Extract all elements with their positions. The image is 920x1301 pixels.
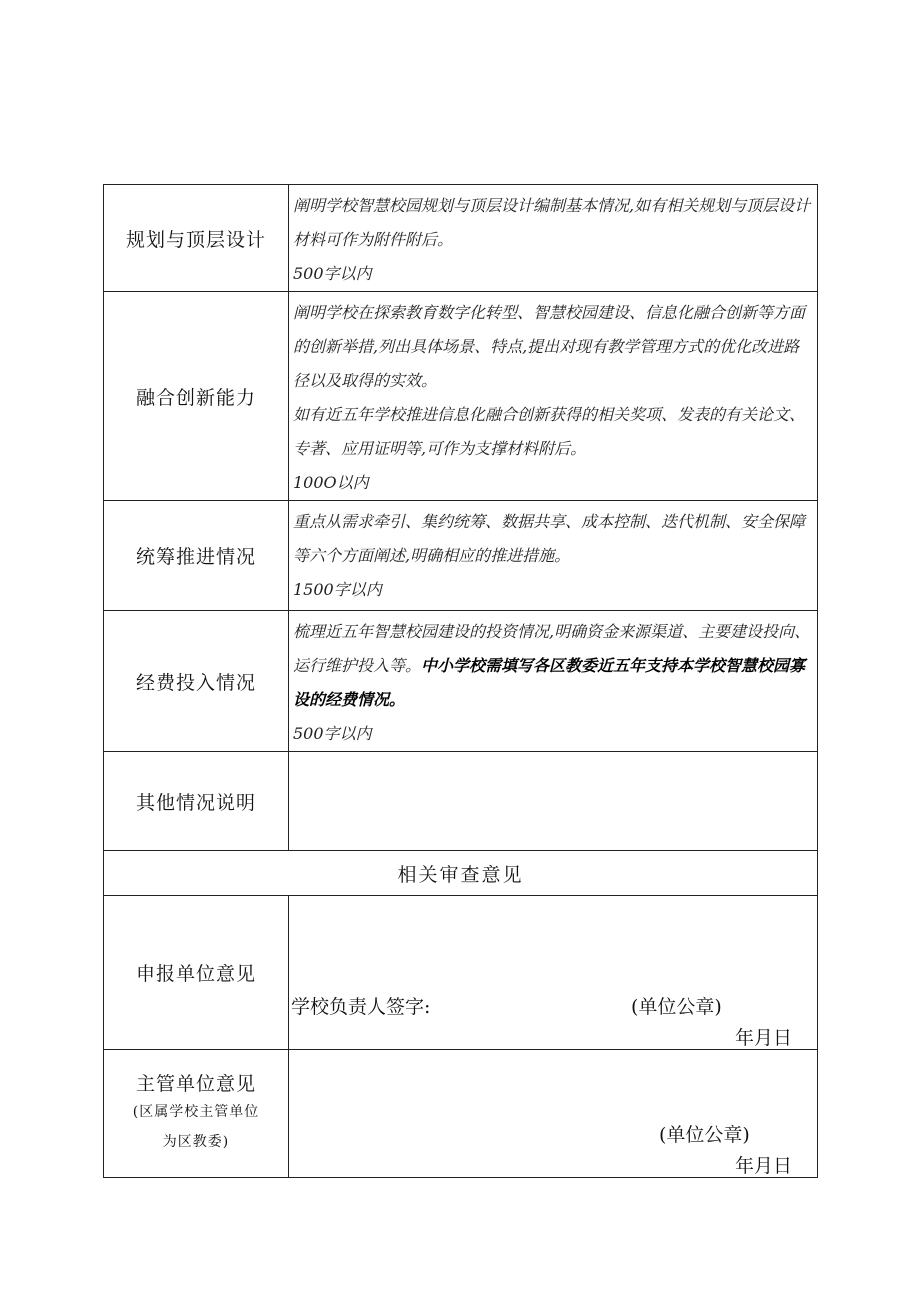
desc-text: 梳理近五年智慧校园建设的投资情况,明确资金来源渠道、主要建设投向、运行维护投入等。 <box>293 622 811 675</box>
row-label-funding: 经费投入情况 <box>104 611 289 752</box>
row-label-other: 其他情况说明 <box>104 752 289 851</box>
desc-paragraph <box>293 615 815 717</box>
desc-text: 阐明学校智慧校园规划与顶层设计编制基本情况,如有相关规划与顶层设计材料可作为附件附后。 <box>293 196 811 249</box>
word-limit: 500字以内 <box>293 264 372 283</box>
desc-text: 重点从需求牵引、集约统筹、数据共享、成本控制、迭代机制、安全保障等六个方面阐述,明确相应的推进措施。 <box>293 512 806 565</box>
supervisor-sublabel-1: (区属学校主管单位 <box>132 1103 260 1120</box>
row-label-supervisor-cell <box>104 1050 289 1178</box>
row-label-applicant: 申报单位意见 <box>104 896 289 1050</box>
desc-bold-note: 中小学校需填写各区教委近五年支持本学校智慧校园寡设的经费情况。 <box>293 656 806 709</box>
row-label-coordination: 统筹推进情况 <box>104 501 289 611</box>
row-label-planning: 规划与顶层设计 <box>104 185 289 292</box>
row-other <box>104 752 818 851</box>
row-funding <box>104 611 818 752</box>
row-label-innovation: 融合创新能力 <box>104 292 289 501</box>
supervisor-sublabel-2: 为区教委) <box>162 1133 230 1150</box>
row-innovation <box>104 292 818 501</box>
desc-funding[interactable] <box>289 611 818 752</box>
supervisor-opinion-cell[interactable] <box>289 1050 818 1178</box>
word-limit: 1500字以内 <box>293 580 382 599</box>
row-applicant-opinion <box>104 896 818 1050</box>
review-section-header: 相关审查意见 <box>104 851 818 896</box>
signature-label: 学校负责人签字: <box>291 996 431 1018</box>
applicant-opinion-cell[interactable] <box>289 896 818 1050</box>
seal-label: (单位公章) <box>631 996 722 1018</box>
desc-text: 阐明学校在探索教育数字化转型、智慧校园建设、信息化融合创新等方面的创新举措,列出具体场景、特点,提出对现有教学管理方式的优化改进路径以及取得的实效。 <box>293 303 806 390</box>
desc-coordination[interactable] <box>289 501 818 611</box>
desc-innovation[interactable] <box>289 292 818 501</box>
row-label-supervisor: 主管单位意见 <box>135 1072 256 1095</box>
word-limit: 100O以内 <box>293 473 369 492</box>
application-form-table <box>103 184 818 1178</box>
seal-label: (单位公章) <box>659 1124 750 1146</box>
desc-planning[interactable] <box>289 185 818 292</box>
date-label: 年月日 <box>735 1155 793 1177</box>
row-review-header <box>104 851 818 896</box>
date-label: 年月日 <box>735 1027 793 1049</box>
row-supervisor-opinion <box>104 1050 818 1178</box>
desc-text-2: 如有近五年学校推进信息化融合创新获得的相关奖项、发表的有关论文、专著、应用证明等,可作为支撑材料附后。 <box>293 405 806 458</box>
word-limit: 500字以内 <box>293 724 372 743</box>
row-planning <box>104 185 818 292</box>
other-input-cell[interactable] <box>289 752 818 851</box>
row-coordination <box>104 501 818 611</box>
